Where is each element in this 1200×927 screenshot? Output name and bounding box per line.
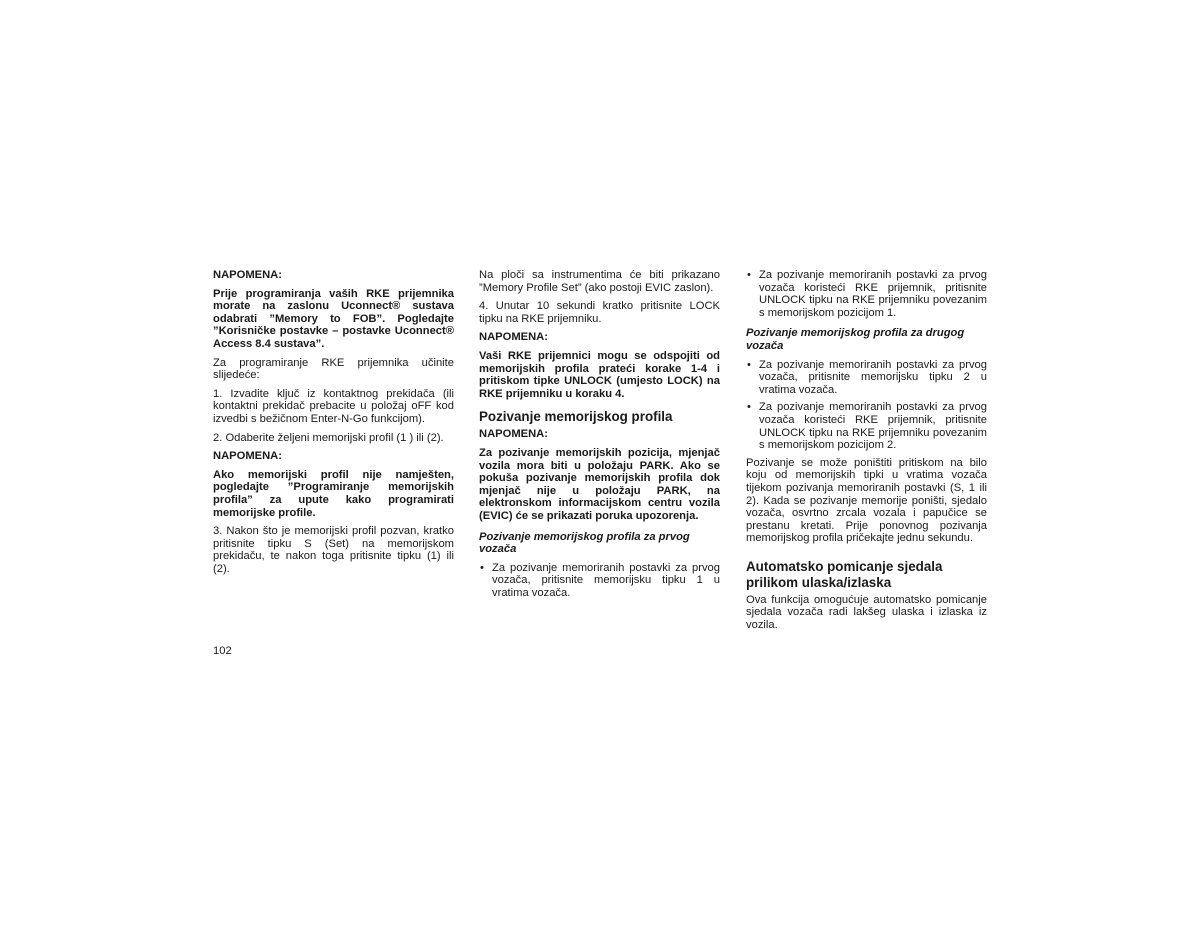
list-item — [479, 562, 720, 600]
note-text: Vaši RKE prijemnici mogu se odspojiti od memorijskih profila prateći korake 1-4 i pritiskom tipke UNLOCK (umjesto LOCK) na RKE prijemniku u koraku 4. — [479, 349, 720, 400]
list-item-text: Za pozivanje memoriranih postavki za prvog vozača, pritisnite memorijsku tipku 1 u vratima vozača. — [492, 561, 720, 599]
paragraph: Pozivanje se može poništiti pritiskom na bilo koju od memorijskih tipki u vratima vozača tijekom pozivanja memoriranih postavki (S, 1 ili 2). Kada se pozivanje memorije poništi, sjedalo vozača, osvrtno zrcala vozala i papučice se prestanu kretati. Prije ponovnog pozivanja memorijskog profila pričekajte jednu sekundu. — [746, 456, 987, 545]
step-2: 2. Odaberite željeni memorijski profil (1 ) ili (2). — [213, 431, 444, 444]
paragraph: Na ploči sa instrumentima će biti prikazano ”Memory Profile Set” (ako postoji EVIC zaslon). — [479, 269, 720, 294]
subheading: Pozivanje memorijskog profila za drugog vozača — [746, 327, 965, 352]
column-left — [213, 269, 454, 581]
list-item-text: Za pozivanje memoriranih postavki za prvog vozača, pritisnite memorijsku tipku 2 u vratima vozača. — [759, 358, 987, 396]
list-item-text: Za pozivanje memoriranih postavki za prvog vozača koristeći RKE prijemnik, pritisnite UNLOCK tipku na RKE prijemniku povezanim s memorijskom pozicijom 1. — [759, 269, 987, 319]
bullet-icon: • — [747, 269, 751, 281]
bullet-list — [479, 562, 720, 600]
bullet-icon: • — [747, 358, 751, 371]
note-label: NAPOMENA: — [213, 450, 282, 463]
section-heading: Pozivanje memorijskog profila — [479, 409, 673, 425]
list-item — [746, 401, 987, 451]
note-label: NAPOMENA: — [213, 269, 282, 281]
note-label: NAPOMENA: — [479, 428, 548, 441]
note-text: Za pozivanje memorijskih pozicija, mjenjač vozila mora biti u položaju PARK. Ako se pokuša pozivanje memorijskih profila dok mjenjač nije u položaju PARK, na elektronskom informacijskom centru vozila (EVIC) će se prikazati poruka upozorenja. — [479, 446, 720, 522]
section-heading: Automatsko pomicanje sjedala prilikom ulaska/izlaska — [746, 558, 943, 590]
paragraph: Za programiranje RKE prijemnika učinite slijedeće: — [213, 356, 454, 382]
column-right — [746, 269, 987, 638]
column-middle — [479, 269, 720, 604]
list-item — [746, 269, 987, 319]
page-number: 102 — [213, 645, 232, 657]
bullet-icon: • — [480, 561, 484, 574]
note-text: Ako memorijski profil nije namješten, pogledajte ”Programiranje memorijskih profila” za upute kako programirati memorijske profile. — [213, 468, 454, 519]
subheading: Pozivanje memorijskog profila za prvog vozača — [479, 530, 690, 556]
step-3: 3. Nakon što je memorijski profil pozvan, kratko pritisnite tipku S (Set) na memorijskom prekidaču, te nakon toga pritisnite tipku (1) ili (2). — [213, 525, 454, 575]
step-1: 1. Izvadite ključ iz kontaktnog prekidača (ili kontaktni prekidač prebacite u položaj oFF kod izvedbi s bežičnom Enter-N-Go funkcijom). — [213, 387, 454, 425]
note-text: Prije programiranja vaših RKE prijemnika morate na zaslonu Uconnect® sustava odabrati ”Memory to FOB”. Pogledajte ”Korisničke postavke – postavke Uconnect® Access 8.4 sustava”. — [213, 287, 454, 350]
list-item — [746, 359, 987, 397]
note-label: NAPOMENA: — [479, 331, 548, 344]
bullet-list — [746, 359, 987, 452]
list-item-text: Za pozivanje memoriranih postavki za prvog vozača koristeći RKE prijemnik, pritisnite UNLOCK tipku na RKE prijemniku povezanim s memorijskom pozicijom 2. — [759, 401, 987, 452]
bullet-icon: • — [747, 401, 751, 414]
paragraph: Ova funkcija omogućuje automatsko pomicanje sjedala vozača radi lakšeg ulaska i izlaska iz vozila. — [746, 593, 987, 632]
step-4: 4. Unutar 10 sekundi kratko pritisnite LOCK tipku na RKE prijemniku. — [479, 300, 720, 325]
bullet-list — [746, 269, 987, 319]
